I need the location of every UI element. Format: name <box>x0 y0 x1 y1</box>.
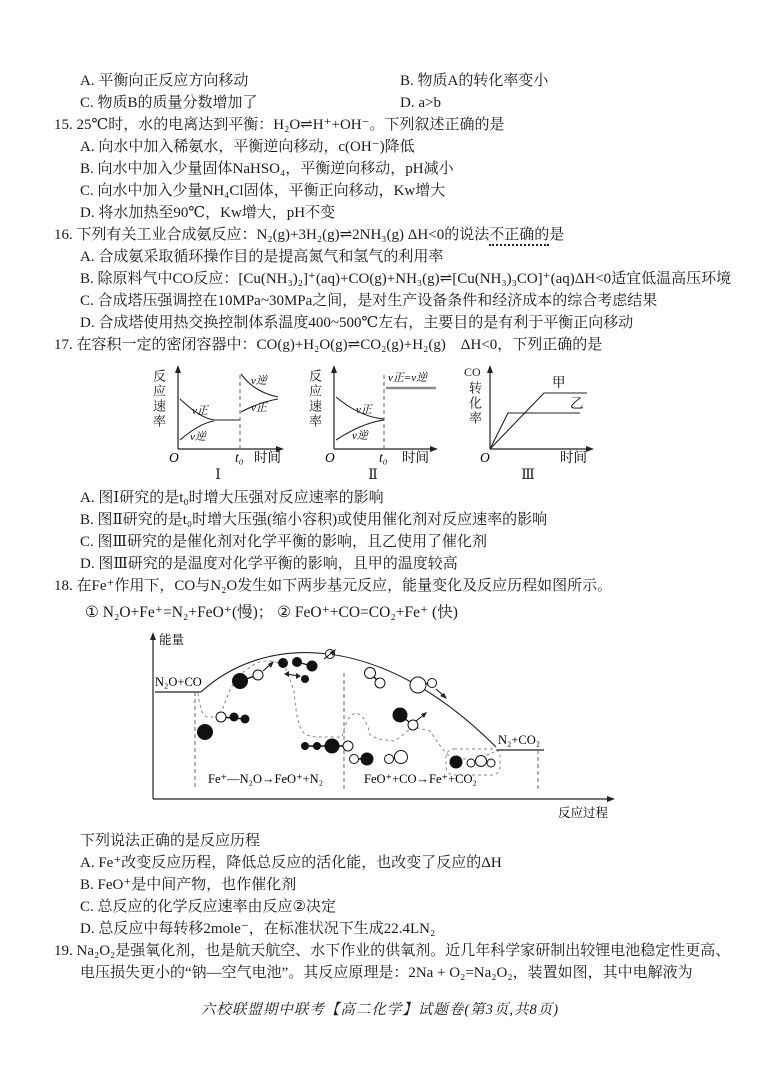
graph2-x-axis-label: 时间 <box>402 450 429 465</box>
q17-stem: 17. 在容积一定的密闭容器中：CO(g)+H₂O(g)⇌CO₂(g)+H₂(g) ΔH<0，下列正确的是 <box>54 337 603 353</box>
page-footer: 六校联盟期中联考【高二化学】试题卷(第3页,共8页) <box>200 1002 560 1018</box>
energy-axis-label: 能量 <box>159 633 185 647</box>
graph2-caption: Ⅱ <box>368 468 378 483</box>
graph-2-cell <box>304 361 442 484</box>
q15-option-a: A. 向水中加入稀氨水，平衡逆向移动，c(OH⁻)降低 <box>80 139 415 155</box>
q18-option-a: A. Fe⁺改变反应历程，降低总反应的活化能，也改变了反应的ΔH <box>80 855 502 871</box>
reaction-progress-axis-label: 反应过程 <box>558 806 609 820</box>
q18-option-b: B. FeO⁺是中间产物，也作催化剂 <box>80 877 297 893</box>
graph3-caption: Ⅲ <box>521 468 535 483</box>
q18-lead: 下列说法正确的是反应历程 <box>80 833 261 849</box>
graph1-v-reverse-label-2: v逆 <box>251 375 267 387</box>
graph-3-cell <box>458 361 598 484</box>
graph1-origin-label: O <box>169 450 179 465</box>
q17-option-d: D. 图Ⅲ研究的是温度对化学平衡的影响，且甲的温度较高 <box>80 556 458 572</box>
q16-stem <box>54 224 760 246</box>
q18-option-d: D. 总反应中每转移2mole⁻，在标准状况下生成22.4LN₂ <box>80 921 436 937</box>
q15-stem: 15. 25℃时，水的电离达到平衡：H₂O⇌H⁺+OH⁻。下列叙述正确的是 <box>54 117 505 133</box>
graph1-v-forward-label-2: v正 <box>251 402 267 414</box>
energy-profile-diagram <box>58 629 638 825</box>
q17-option-b: B. 图Ⅱ研究的是t₀时增大压强(缩小容积)或使用催化剂对反应速率的影响 <box>80 512 548 528</box>
graph2-origin-label: O <box>325 450 335 465</box>
q14-option-b: B. 物质A的转化率变小 <box>400 73 549 89</box>
graph3-line-jia-label: 甲 <box>552 375 566 390</box>
q16-stem-emphasis: 不正确的 <box>489 227 549 246</box>
q17-option-a: A. 图Ⅰ研究的是t₀时增大压强对反应速率的影响 <box>80 490 384 506</box>
graph2-v-forward-label: v正 <box>356 404 372 416</box>
q18-option-c: C. 总反应的化学反应速率由反应②决定 <box>80 899 336 915</box>
graph1-caption: Ⅰ <box>215 468 221 483</box>
q16-option-a: A. 合成氨采取循环操作目的是提高氮气和氢气的利用率 <box>80 249 444 265</box>
q15-option-c: C. 向水中加入少量NH₄Cl固体，平衡正向移动，Kw增大 <box>80 183 446 199</box>
q14-options-row-2 <box>80 92 760 114</box>
step1-reaction-label: Fe⁺—N₂O→FeO⁺+N₂ <box>208 772 324 786</box>
q16-stem-post: 是 <box>549 227 565 243</box>
graph1-t0-label: t₀ <box>235 450 244 465</box>
q17-option-c: C. 图Ⅲ研究的是催化剂对化学平衡的影响，且乙使用了催化剂 <box>80 534 487 550</box>
q16-option-d: D. 合成塔使用热交换控制体系温度400~500℃左右，主要目的是有利于平衡正向移动 <box>80 315 634 331</box>
graph-2-rate-vs-time <box>304 361 442 465</box>
molecule-illustrations <box>197 649 495 769</box>
q15-option-b: B. 向水中加入少量固体NaHSO₄，平衡逆向移动，pH减小 <box>80 161 454 177</box>
graph3-origin-label: O <box>480 450 490 465</box>
q14-option-d: D. a>b <box>400 95 441 111</box>
q19-stem-line-1: 19. Na₂O₂是强氧化剂，也是航天航空、水下作业的供氧剂。近几年科学家研制出较锂电池稳定性更高、 <box>54 943 731 959</box>
reactants-level-label: N₂O+CO <box>155 675 202 689</box>
q19-stem-line-2: 电压损失更小的“钠—空气电池”。其反应原理是：2Na + O₂=Na₂O₂，装置如图，其中电解液为 <box>80 965 693 981</box>
graph1-y-axis-label: 反应速率 <box>151 369 166 429</box>
q14-options-row-1 <box>80 70 760 92</box>
step2-reaction-label: FeO⁺+CO→Fe⁺+CO₂ <box>364 772 477 786</box>
q14-option-a: A. 平衡向正反应方向移动 <box>80 73 249 89</box>
graph-1-rate-vs-time <box>148 361 288 465</box>
products-level-label: N₂+CO₂ <box>498 733 541 747</box>
graph2-v-reverse-label: v逆 <box>352 430 368 442</box>
q16-stem-pre: 16. 下列有关工业合成氨反应：N₂(g)+3H₂(g)⇌2NH₃(g) ΔH<0的说法 <box>54 227 490 243</box>
energy-barrier-curve <box>201 653 496 747</box>
graph1-x-axis-label: 时间 <box>254 450 281 465</box>
graph3-line-yi-label: 乙 <box>570 396 584 411</box>
q15-option-d: D. 将水加热至90℃，Kw增大，pH不变 <box>80 205 336 221</box>
q18-stem: 18. 在Fe⁺作用下，CO与N₂O发生如下两步基元反应，能量变化及反应历程如图所示。 <box>54 578 613 594</box>
q16-option-b: B. 除原料气中CO反应：[Cu(NH₃)₂]⁺(aq)+CO(g)+NH₃(g)⇌[Cu(NH₃)₃CO]⁺(aq)ΔH<0适宜低温高压环境 <box>80 271 732 287</box>
graph1-v-forward-label-1: v正 <box>192 405 208 417</box>
graph-1-cell <box>148 361 288 484</box>
graph3-y-axis-label-conversion: 转化率 <box>467 381 482 426</box>
q18-elementary-reactions: ① N₂O+Fe⁺=N₂+FeO⁺(慢)； ② FeO⁺+CO=CO₂+Fe⁺ (快) <box>85 604 458 621</box>
q18-energy-diagram-wrap <box>58 629 760 830</box>
graph3-x-axis-label: 时间 <box>560 450 587 465</box>
q17-graphs-row <box>148 361 760 484</box>
q16-option-c: C. 合成塔压强调控在10MPa~30MPa之间，是对生产设备条件和经济成本的综合考虑结果 <box>80 293 658 309</box>
graph3-y-axis-label-co: CO <box>464 365 481 379</box>
graph2-t0-label: t₀ <box>379 450 388 465</box>
q14-option-c: C. 物质B的质量分数增加了 <box>80 95 258 111</box>
graph2-y-axis-label: 反应速率 <box>307 369 322 429</box>
graph1-v-reverse-label-1: v逆 <box>190 431 206 443</box>
graph2-equal-rates-label: v正=v逆 <box>388 372 428 384</box>
